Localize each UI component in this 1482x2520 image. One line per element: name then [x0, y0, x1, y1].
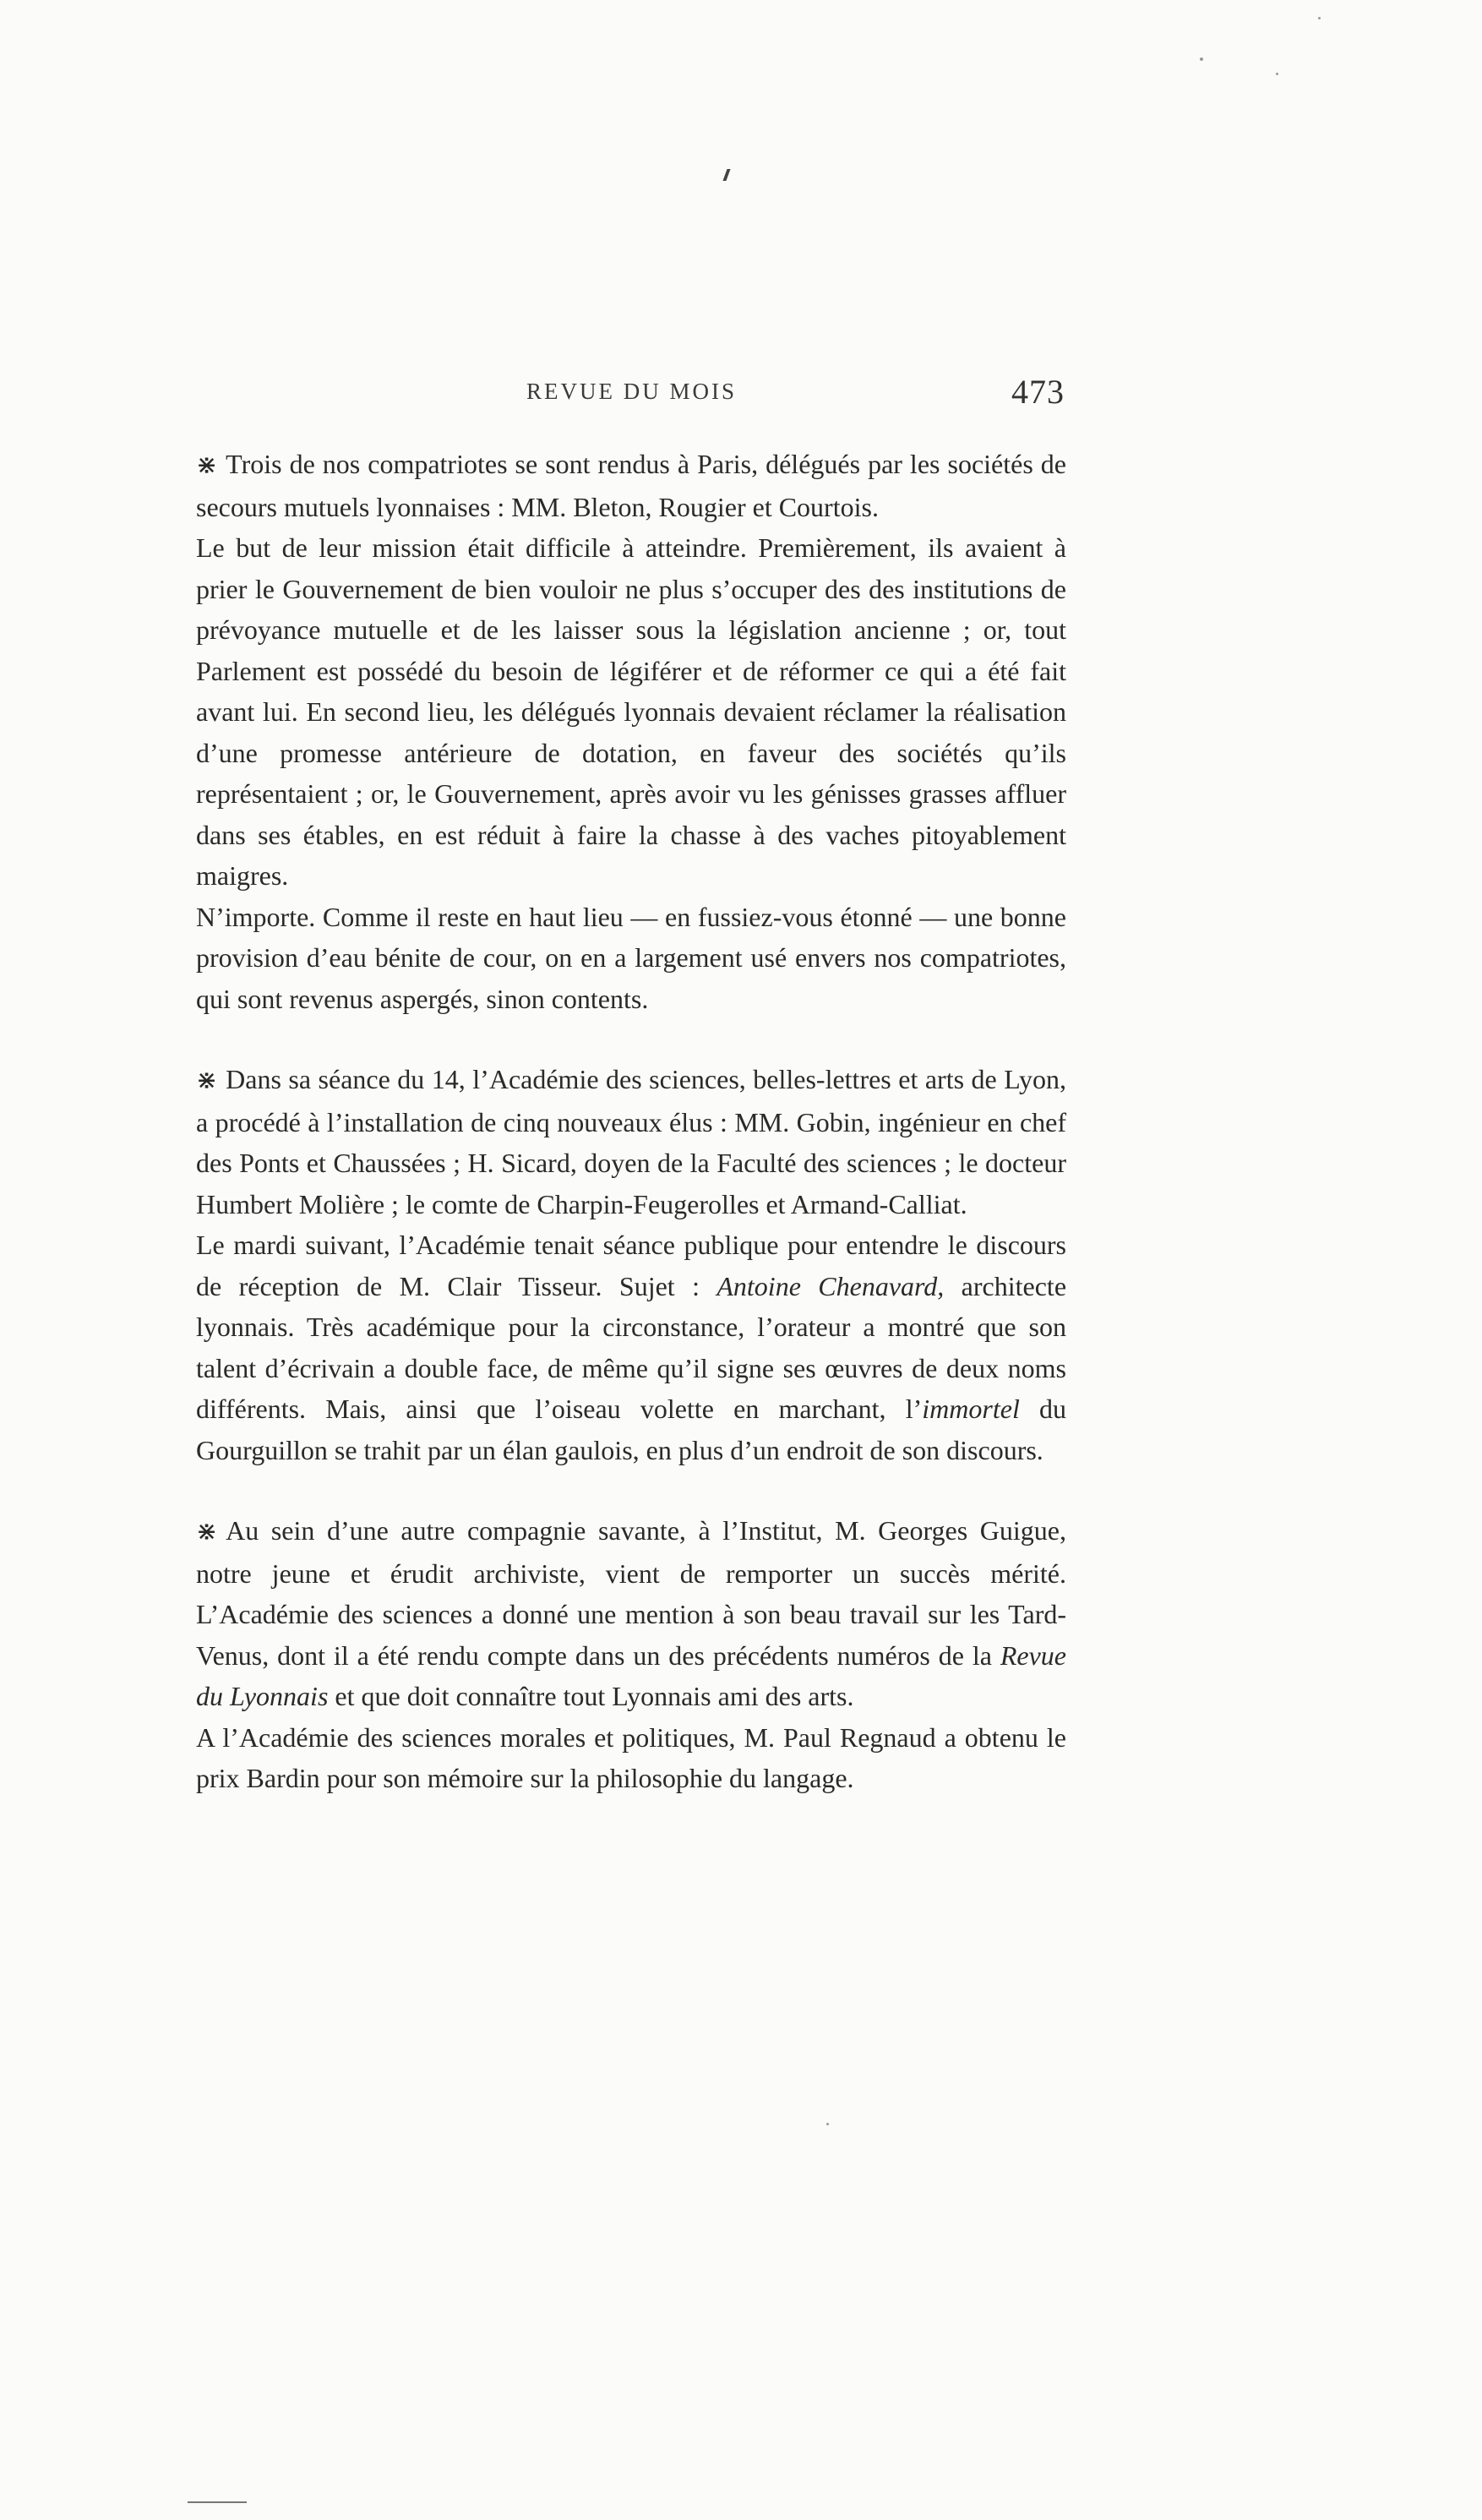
italic-word: immortel	[922, 1394, 1020, 1424]
asterism-ornament: ⋇	[196, 1517, 218, 1546]
paragraph	[196, 527, 1066, 897]
page-number: 473	[1011, 373, 1065, 411]
bottom-rule	[188, 2501, 247, 2503]
paragraph-text: Au sein d’une autre compagnie savante, à l’Institut, M. Georges Guigue, notre jeune et érudit archiviste, vient de remporter un succès mérité. L’Académie des sciences a donné une mention à son beau travail sur les Tard-Venus, dont il a été rendu compte dans un des précédents numéros de la	[196, 1515, 1066, 1671]
ink-mark	[722, 169, 730, 181]
paper-speck	[1318, 17, 1321, 19]
paragraph-text: et que doit connaître tout Lyonnais ami des arts.	[328, 1681, 854, 1711]
paragraph-text: Dans sa séance du 14, l’Académie des sciences, belles-lettres et arts de Lyon, a procédé à l’installation de cinq nouveaux élus : MM. Gobin, ingénieur en chef des Ponts et Chaussées ; H. Sicard, doyen de la Faculté des sciences ; le docteur Humbert Molière ; le comte de Charpin-Feugerolles et Armand-Calliat.	[196, 1064, 1066, 1219]
italic-title: Antoine Chenavard,	[716, 1270, 945, 1301]
paper-speck	[826, 2123, 829, 2125]
paragraph	[196, 1510, 1066, 1717]
paragraph-text: Le mardi suivant, l’Académie tenait séance publique pour entendre le discours de réception de M. Clair Tisseur. Sujet :	[196, 1230, 1066, 1301]
page-header	[199, 373, 1065, 429]
running-head: REVUE DU MOIS	[526, 379, 737, 404]
paragraph	[196, 1059, 1066, 1225]
paragraph-text: Le but de leur mission était difficile à atteindre. Premièrement, ils avaient à prier le Gouvernement de bien vouloir ne plus s’occuper des des institutions de prévoyance mutuelle et de les laisser sous la législation ancienne ; or, tout Parlement est possédé du besoin de légiférer et de réformer ce qui a été fait avant lui. En second lieu, les délégués lyonnais devaient réclamer la réalisation d’une promesse antérieure de dotation, en faveur des sociétés qu’ils représentaient ; or, le Gouvernement, après avoir vu les génisses grasses affluer dans ses étables, en est réduit à faire la chasse à des vaches pitoyablement maigres.	[196, 532, 1066, 891]
paragraph-text: N’importe. Comme il reste en haut lieu — en fussiez-vous étonné — une bonne provision d’eau bénite de cour, on en a largement usé envers nos compatriotes, qui sont revenus aspergés, sinon contents.	[196, 901, 1066, 1014]
paragraph	[196, 1717, 1066, 1799]
paragraph-text: A l’Académie des sciences morales et politiques, M. Paul Regnaud a obtenu le prix Bardin pour son mémoire sur la philosophie du langage.	[196, 1721, 1066, 1793]
news-item-academie-lyon	[196, 1059, 1066, 1470]
paper-speck	[1276, 73, 1278, 75]
news-item-delegates	[196, 444, 1066, 1019]
paragraph-text: architecte lyonnais. Très académique pour la circonstance, l’orateur a montré que son talent d’écrivain a double face, de même qu’il signe ses œuvres de deux noms différents. Mais, ainsi que l’oiseau volette en marchant, l’	[196, 1270, 1067, 1424]
news-item-institut	[196, 1510, 1066, 1799]
asterism-ornament: ⋇	[196, 450, 218, 480]
asterism-ornament: ⋇	[196, 1066, 218, 1095]
page-body	[196, 444, 1066, 1839]
paragraph	[196, 897, 1066, 1020]
paper-speck	[1200, 57, 1203, 61]
paragraph	[196, 1225, 1066, 1470]
paragraph-text: du Gourguillon se trahit par un élan gaulois, en plus d’un endroit de son discours.	[196, 1394, 1067, 1465]
paragraph	[196, 444, 1066, 527]
italic-title: Revue du Lyonnais	[196, 1639, 1066, 1711]
paragraph-text: Trois de nos compatriotes se sont rendus à Paris, délégués par les sociétés de secours mutuels lyonnaises : MM. Bleton, Rougier et Courtois.	[196, 449, 1066, 522]
